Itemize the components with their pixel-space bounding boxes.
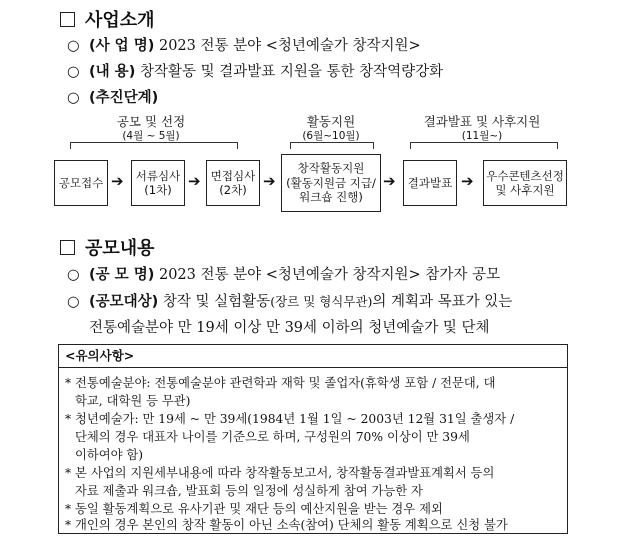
section-heading-intro: 사업소개 <box>60 6 155 32</box>
stage2-period: (6월~10월) <box>302 130 360 142</box>
circle-bullet-icon: ○ <box>67 90 80 106</box>
stage1-period: (4월 ~ 5월) <box>122 130 180 142</box>
notice-line: 이하여야 함) <box>75 448 144 462</box>
call-bullet-name: ○ (공 모 명) 2023 전통 분야 <청년예술가 창작지원> 참가자 공모 <box>67 267 500 283</box>
flow-box-selection-aftercare: 우수콘텐츠선정 및 사후지원 <box>483 160 567 206</box>
square-bullet-icon <box>60 240 75 255</box>
notice-line: * 개인의 경우 본인의 창작 활동이 아닌 소속(참여) 단체의 활동 계획으로 신청 불가 <box>65 518 508 532</box>
circle-bullet-icon: ○ <box>67 294 80 310</box>
circle-bullet-icon: ○ <box>67 38 80 54</box>
notice-box <box>58 344 568 534</box>
notice-line: * 본 사업의 지원세부내용에 따라 창작활동보고서, 창작활동결과발표계획서 등의 <box>65 466 495 480</box>
notice-line: * 청년예술가: 만 19세 ~ 만 39세(1984년 1월 1일 ~ 2003년 12월 31일 출생자 / <box>65 412 515 426</box>
flow-box-document-review: 서류심사 (1차) <box>131 160 185 206</box>
flow-box-interview: 면접심사 (2차) <box>206 160 260 206</box>
stage3-bracket <box>410 142 558 149</box>
notice-line: 학교, 대학원 등 무관) <box>75 394 191 408</box>
notice-line: * 동일 활동계획으로 유사기관 및 재단 등의 예산지원을 받는 경우 제외 <box>65 502 443 516</box>
section-heading-call: 공모내용 <box>60 234 155 260</box>
intro-bullet-name: ○ (사 업 명) 2023 전통 분야 <청년예술가 창작지원> <box>67 38 421 54</box>
call-bullet-target-line2: 전통예술분야 만 19세 이상 만 39세 이하의 청년예술가 및 단체 <box>89 320 490 336</box>
flow-arrow-icon: ➔ <box>111 172 124 190</box>
square-bullet-icon <box>60 12 75 27</box>
flow-box-application: 공모접수 <box>54 160 108 206</box>
stage1-title: 공모 및 선정 <box>116 114 186 129</box>
flow-arrow-icon: ➔ <box>188 172 201 190</box>
intro-bullet-content: ○ (내 용) 창작활동 및 결과발표 지원을 통한 창작역량강화 <box>67 64 444 80</box>
stage1-bracket <box>70 142 238 149</box>
notice-line: * 전통예술분야: 전통예술분야 관련학과 재학 및 졸업자(휴학생 포함 / 전문대, 대 <box>65 376 496 390</box>
flow-box-result-presentation: 결과발표 <box>403 160 457 206</box>
call-bullet-target: ○ (공모대상) 창작 및 실험활동(장르 및 형식무관)의 계획과 목표가 있는 <box>67 294 513 310</box>
notice-header: <유의사항> <box>59 345 567 368</box>
stage3-title: 결과발표 및 사후지원 <box>423 114 541 129</box>
circle-bullet-icon: ○ <box>67 267 80 283</box>
flow-arrow-icon: ➔ <box>383 172 396 190</box>
circle-bullet-icon: ○ <box>67 64 80 80</box>
stage3-period: (11월~) <box>461 130 503 142</box>
flow-box-creation-support: 창작활동지원 (활동지원금 지급/ 워크숍 진행) <box>281 154 381 212</box>
stage2-bracket <box>290 142 374 149</box>
stage2-title: 활동지원 <box>306 114 356 129</box>
intro-bullet-stages: ○ (추진단계) <box>67 90 159 106</box>
notice-line: 단체의 경우 대표자 나이를 기준으로 하며, 구성원의 70% 이상이 만 39세 <box>75 430 470 444</box>
flow-arrow-icon: ➔ <box>263 172 276 190</box>
flow-arrow-icon: ➔ <box>461 172 474 190</box>
notice-line: 자료 제출과 워크숍, 발표회 등의 일정에 성실하게 참여 가능한 자 <box>75 484 423 498</box>
